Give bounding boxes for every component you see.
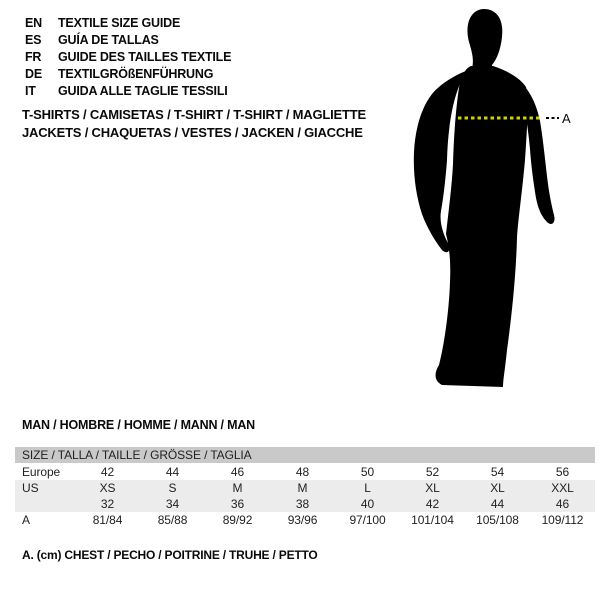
size-cell: 46 — [555, 497, 570, 511]
size-cell: 56 — [555, 465, 570, 479]
size-cell: XXL — [551, 481, 574, 495]
size-cell: 48 — [295, 465, 310, 479]
size-cell: 97/100 — [349, 513, 386, 527]
row-label: Europe — [22, 465, 61, 479]
size-cell: 89/92 — [222, 513, 253, 527]
table-row-us-letters — [15, 480, 595, 496]
language-code: ES — [25, 32, 42, 47]
size-cell: 109/112 — [541, 513, 584, 527]
size-cell: M — [232, 481, 243, 495]
language-row — [25, 82, 231, 99]
size-cell: 38 — [295, 497, 310, 511]
section-title-man: MAN / HOMBRE / HOMME / MANN / MAN — [22, 418, 255, 432]
garment-categories — [22, 106, 366, 141]
row-label: A — [22, 513, 30, 527]
language-title: TEXTILE SIZE GUIDE — [58, 15, 181, 30]
size-cell: 44 — [490, 497, 505, 511]
size-cell: 42 — [425, 497, 440, 511]
language-code: EN — [25, 15, 42, 30]
size-cell: 44 — [165, 465, 180, 479]
language-title: GUIDE DES TAILLES TEXTILE — [58, 49, 232, 64]
man-silhouette-svg — [408, 8, 573, 393]
size-cell: 40 — [360, 497, 375, 511]
size-cell: 105/108 — [476, 513, 519, 527]
size-cell: XL — [490, 481, 505, 495]
man-silhouette-figure — [408, 8, 573, 393]
language-row — [25, 65, 231, 82]
size-cell: 54 — [490, 465, 505, 479]
size-cell: 93/96 — [287, 513, 318, 527]
size-cell: 52 — [425, 465, 440, 479]
table-row-us-numbers — [15, 496, 595, 512]
size-table — [15, 447, 595, 528]
category-jackets: JACKETS / CHAQUETAS / VESTES / JACKEN / GIACCHE — [22, 124, 363, 140]
language-row — [25, 14, 231, 31]
size-table-header: SIZE / TALLA / TAILLE / GRÖSSE / TAGLIA — [15, 447, 595, 464]
size-cell: M — [297, 481, 308, 495]
size-cell: 36 — [230, 497, 245, 511]
size-cell: 32 — [100, 497, 115, 511]
language-code: DE — [25, 66, 42, 81]
language-row — [25, 31, 231, 48]
size-cell: 50 — [360, 465, 375, 479]
measurement-footnote: A. (cm) CHEST / PECHO / POITRINE / TRUHE / PETTO — [22, 548, 318, 562]
silhouette-head — [467, 9, 502, 71]
table-row-a-chest — [15, 512, 595, 528]
size-cell: XS — [99, 481, 116, 495]
language-row — [25, 48, 231, 65]
language-title-list — [25, 14, 231, 99]
row-label: US — [22, 481, 39, 495]
table-row-europe — [15, 464, 595, 480]
row-label — [15, 496, 75, 512]
measure-label-a: A — [562, 111, 571, 126]
size-cell: XL — [425, 481, 440, 495]
size-cell: 85/88 — [157, 513, 188, 527]
language-code: IT — [25, 83, 36, 98]
size-cell: 46 — [230, 465, 245, 479]
size-cell: S — [168, 481, 177, 495]
language-title: GUÍA DE TALLAS — [58, 32, 159, 47]
size-cell: 34 — [165, 497, 180, 511]
size-cell: 42 — [100, 465, 115, 479]
size-cell: 101/104 — [411, 513, 454, 527]
language-code: FR — [25, 49, 42, 64]
size-cell: 81/84 — [92, 513, 123, 527]
language-title: GUIDA ALLE TAGLIE TESSILI — [58, 83, 228, 98]
language-title: TEXTILGRÖßENFÜHRUNG — [58, 66, 214, 81]
category-tshirts: T-SHIRTS / CAMISETAS / T-SHIRT / T-SHIRT / MAGLIETTE — [22, 107, 366, 122]
size-cell: L — [364, 481, 371, 495]
